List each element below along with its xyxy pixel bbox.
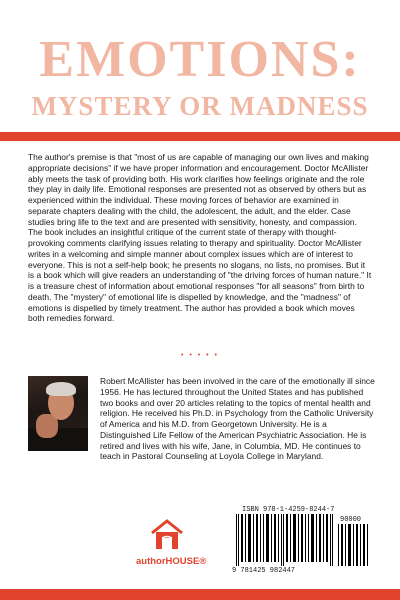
barcode-addon-icon [338,524,370,566]
book-description: The author's premise is that "most of us are capable of managing our own lives and making appropriate decisions" if we have proper information and encouragement. Doctor McAllister ably meets the task of providing both. His work clarifies how feelings originate and the role they play in daily life. Emotional responses are presented not as observed by others but as experienced within the individual. These moving forces of behavior are examined in separate chapters dealing with the child, the adolescent, the adult, and the elder. Case studies bring life to the text and are presented with sensitivity, honesty, and compassion. The book includes an insightful critique of the current state of therapy with thought-provoking comments clarifying issues relating to therapy and spirituality. Doctor McAllister writes in a welcoming and simple manner about complex issues which are of interest to everyone. This is not a self-help book; he presents no slogans, no lists, no promises. But it is a book which will give readers an understanding of "the driving forces of human nature." It is a treasure chest of information about emotional responses "for all seasons" from birth to death. The "mystery" of emotional life is dispelled by knowledge, and the "madness" of emotions is dispelled by timely treatment. The author has provided a book which moves both remedies forward. [28,152,372,324]
publisher-name: authorHOUSE® [136,556,207,567]
top-divider-bar [0,132,400,141]
author-bio: Robert McAllister has been involved in the care of the emotionally ill since 1956. He has lectured throughout the United States and has published two books and over 20 articles relating to the topics of mental health and religion. He received his Ph.D. in Psychology from the Catholic University of America and his M.D. from Georgetown University. He is a Distinguished Life Fellow of the American Psychiatric Association. He is retired and lives with his wife, Jane, in Columbia, MD. He continues to teach in Pastoral Counseling at Loyola College in Maryland. [100,376,375,462]
cover-title: EMOTIONS: [39,31,361,88]
bottom-divider-bar [0,589,400,600]
section-separator: • • • • • [180,352,220,359]
barcode-digits: 9 781425 982447 [232,567,296,575]
house-book-logo-icon [150,518,184,552]
barcode-addon-label: 90000 [340,516,362,524]
barcode-main-icon [236,514,334,566]
isbn-label: ISBN 978-1-4259-8244-7 [242,506,335,514]
cover-subtitle: MYSTERY OR MADNESS [31,91,369,121]
author-photo [28,376,88,451]
